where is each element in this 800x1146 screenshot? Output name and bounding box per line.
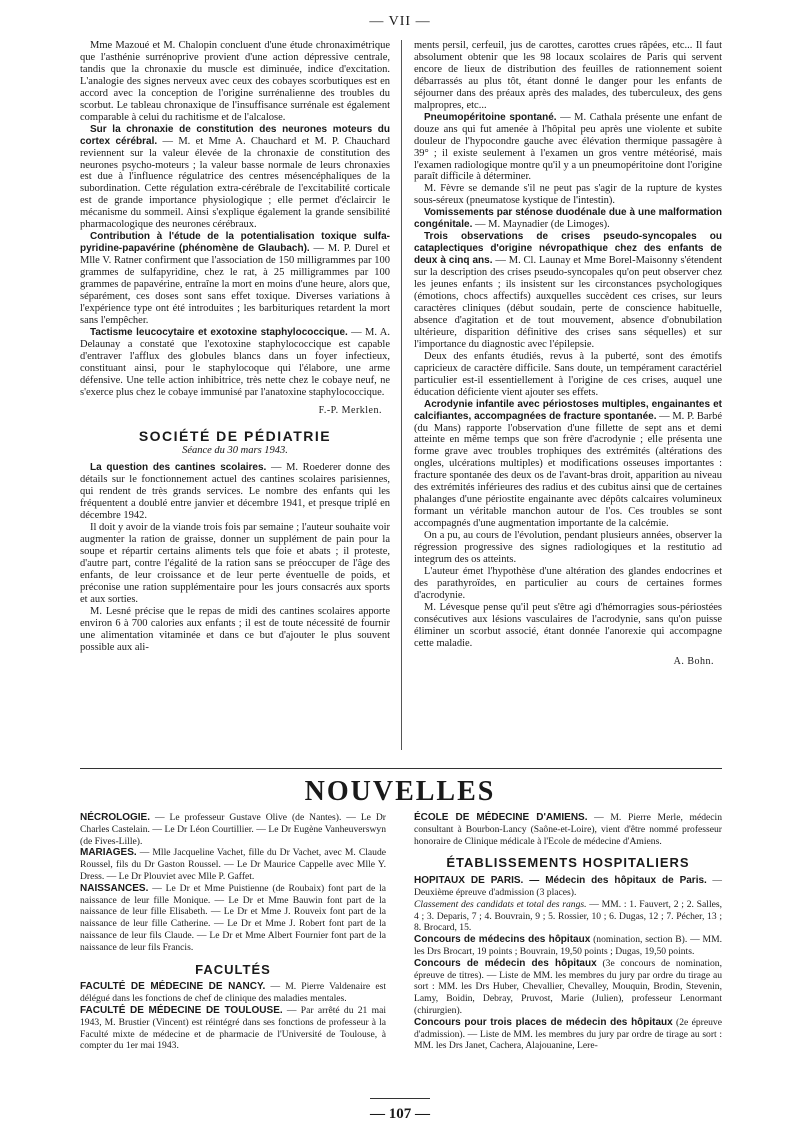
page-number: — 107 — — [370, 1106, 430, 1122]
section-title: SOCIÉTÉ DE PÉDIATRIE — [138, 427, 332, 444]
facultes-title: FACULTÉS — [195, 961, 271, 977]
paragraph: Acrodynie infantile avec périostoses multiples, engainantes et calcifiantes, accompagnées de fracture spontanée. — M. P. Barbé (du Mans) rapporte l'observation d'une fillette de sept ans et demi atteinte en même temps que son frère d'acrodynie ; elle présenta une forme grave avec troubles trophiques des extrémités (altérations des ongles, ulcérations multiples) et modifications osseuses importantes : fracture spontanée des deux os de l'avant-bras droit, apparition au niveau des extrémités inférieures des radius et des cubitus ainsi que de certaines phalanges d'une périostite engainante avec dépôts calcaires volumineux formant un véritable manchon autour de l'os. Ces troubles se sont accompagnés d'une augmentation importante de la calcémie. — [414, 398, 722, 530]
column-divider — [401, 40, 402, 750]
article-heading: La question des cantines scolaires. — [90, 462, 267, 474]
etablissements-title: ÉTABLISSEMENTS HOSPITALIERS — [446, 855, 690, 871]
paragraph: Contribution à l'étude de la potentialisation toxique sulfa-pyridine-papavérine (phénomène de Glaubach). — M. P. Durel et Mlle V. Ratner confirment que l'association de 150 milligrammes par 100 grammes de sulfapyridine, chez le rat, à 25 milligrammes par 100 grammes de papavérine, entraîne la mort en moins d'une heure, alors que, séparément, ces doses sont sans effet toxique. Diverses variations à l'expérience type ont été introduites ; les barbituriques retardent la mort sans l'empêcher. — [80, 231, 390, 326]
paragraph: ments persil, cerfeuil, jus de carottes, carottes crues râpées, etc... Il faut absolument obtenir que les 98 locaux scolaires de Paris qui servent encore de lieux de distribution des feuilles de rationnement soient débarrassés au plus tôt, étant donné le danger pour les enfants de séjourner dans des préaux après des malades, des tuberculeux, des gens malpropres, etc... — [414, 40, 722, 111]
paragraph: L'auteur émet l'hypothèse d'une altération des glandes endocrines et des parathyroïdes, en particulier au cours de certaines formes d'acrodynie. — [414, 565, 722, 601]
paragraph: La question des cantines scolaires. — M. Roederer donne des détails sur le fonctionnement actuel des cantines scolaires parisiennes, qui rendent de très grands services. Le nombre des enfants qui les fréquentent a doublé entre janvier et décembre 1941, et presque triplé en décembre 1942. — [80, 462, 390, 522]
news-item: ÉCOLE DE MÉDECINE D'AMIENS. — M. Pierre Merle, médecin consultant à Bourbon-Lancy (Saône-et-Loire), vient d'être nommé professeur honoraire de Clinique médicale à l'Ecole de médecine d'Amiens. — [414, 812, 722, 847]
article-heading: Tactisme leucocytaire et exotoxine staphylococcique. — [90, 326, 348, 338]
paragraph: M. Lévesque pense qu'il peut s'être agi d'hémorragies sous-périostées consécutives aux lésions vasculaires de l'acrodynie, sans qu'on puisse éliminer un scorbut associé, étant donnée l'anorexie qui accompagne cette maladie. — [414, 601, 722, 649]
paragraph: Il doit y avoir de la viande trois fois par semaine ; l'auteur souhaite voir augmenter la ration de graisse, donner un supplément de pain pour la soupe et répartir certains aliments tels que foie et abats ; il proteste, d'autre part, contre l'égalité de la ration sans se préoccuper de l'âge des enfants, de leur croissance et de leur perte éventuelle de poids, et préconise une ration supplémentaire pour les jours consacrés aux sports et aux sorties. — [80, 522, 390, 605]
nouvelles-left-column — [80, 812, 386, 1052]
news-item: MARIAGES. — Mlle Jacqueline Vachet, fille du Dr Vachet, avec M. Claude Roussel, fils du Dr Gaston Roussel. — Le Dr Maurice Cappelle avec Mlle Y. Dress. — Le Dr Plouviet avec Mlle P. Gaffet. — [80, 847, 386, 882]
section-rule — [80, 768, 722, 769]
paragraph: Mme Mazoué et M. Chalopin concluent d'une étude chronaximétrique que l'asthénie surrénoprive provient d'une action dépressive centrale, tandis que la chronaxie du muscle est diminuée, indice d'excitation. L'analogie des signes nerveux avec ceux des cobayes scorbutiques est en accord avec la conception de l'origine surrénalienne des troubles du scorbut. Le tableau chronaxique de l'insuffisance surrénale est également comparable à celui du rachitisme et de l'alcalose. — [80, 40, 390, 123]
article-heading: Acrodynie infantile avec périostoses multiples, engainantes et calcifiantes, accompagnées de fracture spontanée. — [414, 398, 722, 422]
paragraph: Vomissements par sténose duodénale due à une malformation congénitale. — M. Maynadier (de Limoges). — [414, 207, 722, 231]
news-item: FACULTÉ DE MÉDECINE DE TOULOUSE. — Par arrêté du 21 mai 1943, M. Brustier (Vincent) est réintégré dans ses fonctions de professeur à la Faculté mixte de médecine et de pharmacie de l'Université de Toulouse, à compter du 1er mai 1943. — [80, 1004, 386, 1052]
article-heading: Trois observations de crises pseudo-syncopales ou cataplectiques d'origine névropathique chez des enfants de deux à cinq ans. — [414, 231, 722, 267]
paragraph: Deux des enfants étudiés, revus à la puberté, sont des émotifs capricieux de caractère difficile. Sans doute, un tempérament caractériel particulier est-il essentiellement à l'origine de ces crises, auquel une éducation déficiente vient ajouter ses effets. — [414, 350, 722, 398]
signature: A. Bohn. — [673, 655, 714, 667]
nouvelles-right-column — [414, 812, 722, 1052]
right-column — [414, 40, 722, 678]
article-heading: Pneumopéritoine spontané. — [424, 111, 557, 123]
paragraph: On a pu, au cours de l'évolution, pendant plusieurs années, observer la régression progressive des signes radiologiques et la restitutio ad integrum des os atteints. — [414, 530, 722, 565]
article-heading: Vomissements par sténose duodénale due à une malformation congénitale. — [414, 207, 722, 231]
page-header: — VII — — [369, 14, 431, 29]
left-column — [80, 40, 390, 654]
signature: F.-P. Merklen. — [318, 404, 382, 416]
paragraph: M. Fèvre se demande s'il ne peut pas s'agir de la rupture de kystes sous-séreux (pneumatose kystique de l'intestin). — [414, 183, 722, 207]
article-heading: Contribution à l'étude de la potentialisation toxique sulfa-pyridine-papavérine (phénomène de Glaubach). — [80, 231, 390, 255]
paragraph: Tactisme leucocytaire et exotoxine staphylococcique. — M. A. Delaunay a constaté que l'exotoxine staphylococcique est capable d'entraver l'afflux des globules blancs dans un foyer infectieux, constituant ainsi, pour le staphylocoque qui l'élabore, une arme défensive. Une telle action inhibitrice, très nette chez le cobaye neuf, ne s'exerce plus chez le cobaye immunisé par l'anatoxine staphylococcique. — [80, 326, 390, 398]
paragraph: Sur la chronaxie de constitution des neurones moteurs du cortex cérébral. — M. et Mme A. Chauchard et M. P. Chauchard reviennent sur la valeur élevée de la chronaxie de constitution des neurones psycho-moteurs ; la valeur basse normale de leurs chronaxies est due à l'influence régulatrice des centres mésencéphaliques de la subordination. Cette régulation extra-cérébrale de l'excitabilité corticale est de grande importance physiologique ; elle permet d'éclaircir le mécanisme du sommeil. Ainsi s'explique également la grande sensibilité pharmacologique des neurones cérébraux. — [80, 123, 390, 231]
news-item: NAISSANCES. — Le Dr et Mme Puistienne (de Roubaix) font part de la naissance de leur fille Monique. — Le Dr et Mme Bauwin font part de la naissance de leur fille Elisabeth. — Le Dr et Mme J. Rouveix font part de la naissance de leur fille Catherine. — Le Dr et Mme J. Robert font part de la naissance de leur fils Claude. — Le Dr et Mme Albert Fournier font part de la naissance de leur fils Francis. — [80, 882, 386, 953]
paragraph: Trois observations de crises pseudo-syncopales ou cataplectiques d'origine névropathique chez des enfants de deux à cinq ans. — M. Cl. Launay et Mme Borel-Maisonny s'étendent sur la description des crises pseudo-syncopales qu'on peut observer chez les jeunes enfants ; ils insistent sur les circonstances psychologiques (émotions, chocs affectifs) auxquelles succèdent ces crises, sur leurs caractères cliniques (début soudain, perte de conscience habituelle, absence d'agitation et de tout mouvement, absence d'obnubilation ultérieure, disparition définitive des crises sans séquelles) et sur l'importance du diagnostic avec l'épilepsie. — [414, 231, 722, 350]
news-item: Classement des candidats et total des rangs. — MM. : 1. Fauvert, 2 ; 2. Salles, 4 ; 3. Deparis, 7 ; 4. Bouvrain, 9 ; 5. Rossier, 10 ; 6. Dugas, 12 ; 7. Pécher, 13 ; 8. Brocard, 15. — [414, 898, 722, 934]
news-item: Concours pour trois places de médecin des hôpitaux (2e épreuve d'admission). — Liste de MM. les membres du jury par ordre de tirage au sort : MM. les Drs Janet, Cachera, Alajouanine, Lere- — [414, 1016, 722, 1052]
article-heading: Sur la chronaxie de constitution des neurones moteurs du cortex cérébral. — [80, 123, 390, 147]
footer-rule — [370, 1098, 430, 1099]
nouvelles-title: NOUVELLES — [304, 776, 496, 807]
news-item: Concours de médecins des hôpitaux (nomination, section B). — MM. les Drs Brocart, 19 points ; Bouvrain, 19,50 points ; Dugas, 19,50 points. — [414, 934, 722, 957]
section-subtitle: Séance du 30 mars 1943. — [182, 444, 288, 456]
news-item: HOPITAUX DE PARIS. — Médecin des hôpitaux de Paris. — Deuxième épreuve d'admission (3 places). — [414, 875, 722, 898]
news-item: NÉCROLOGIE. — Le professeur Gustave Olive (de Nantes). — Le Dr Charles Castelain. — Le Dr Léon Courtillier. — Le Dr Eugène Vanheuverswyn (de Fives-Lille). — [80, 812, 386, 847]
news-item: Concours de médecin des hôpitaux (3e concours de nomination, épreuve de titres). — Liste de MM. les membres du jury par ordre du tirage au sort : MM. les Drs Huber, Chevallier, Chevalley, Mouquin, Brodin, Stevenin, Lamy, Boidin, Debray, Pruvost, Marie (Julien), professeur Lenormant (chirurgien). — [414, 957, 722, 1016]
paragraph: M. Lesné précise que le repas de midi des cantines scolaires apporte environ 6 à 700 calories aux enfants ; il est de toute nécessité de fournir une alimentation vitaminée et dans ce but d'ajouter le plus souvent possible aux ali- — [80, 605, 390, 653]
paragraph: Pneumopéritoine spontané. — M. Cathala présente une enfant de douze ans qui fut amenée à l'hôpital peu après une violente et subite douleur de l'hypocondre gauche avec élévation thermique passagère à 39° ; il existe seulement à l'examen un gros ventre météorisé, mais l'examen radiologique montre qu'il y a un pneumopéritoine dont l'origine paraît difficile à déterminer. — [414, 111, 722, 183]
news-item: FACULTÉ DE MÉDECINE DE NANCY. — M. Pierre Valdenaire est délégué dans les fonctions de chef de clinique des maladies mentales. — [80, 981, 386, 1005]
